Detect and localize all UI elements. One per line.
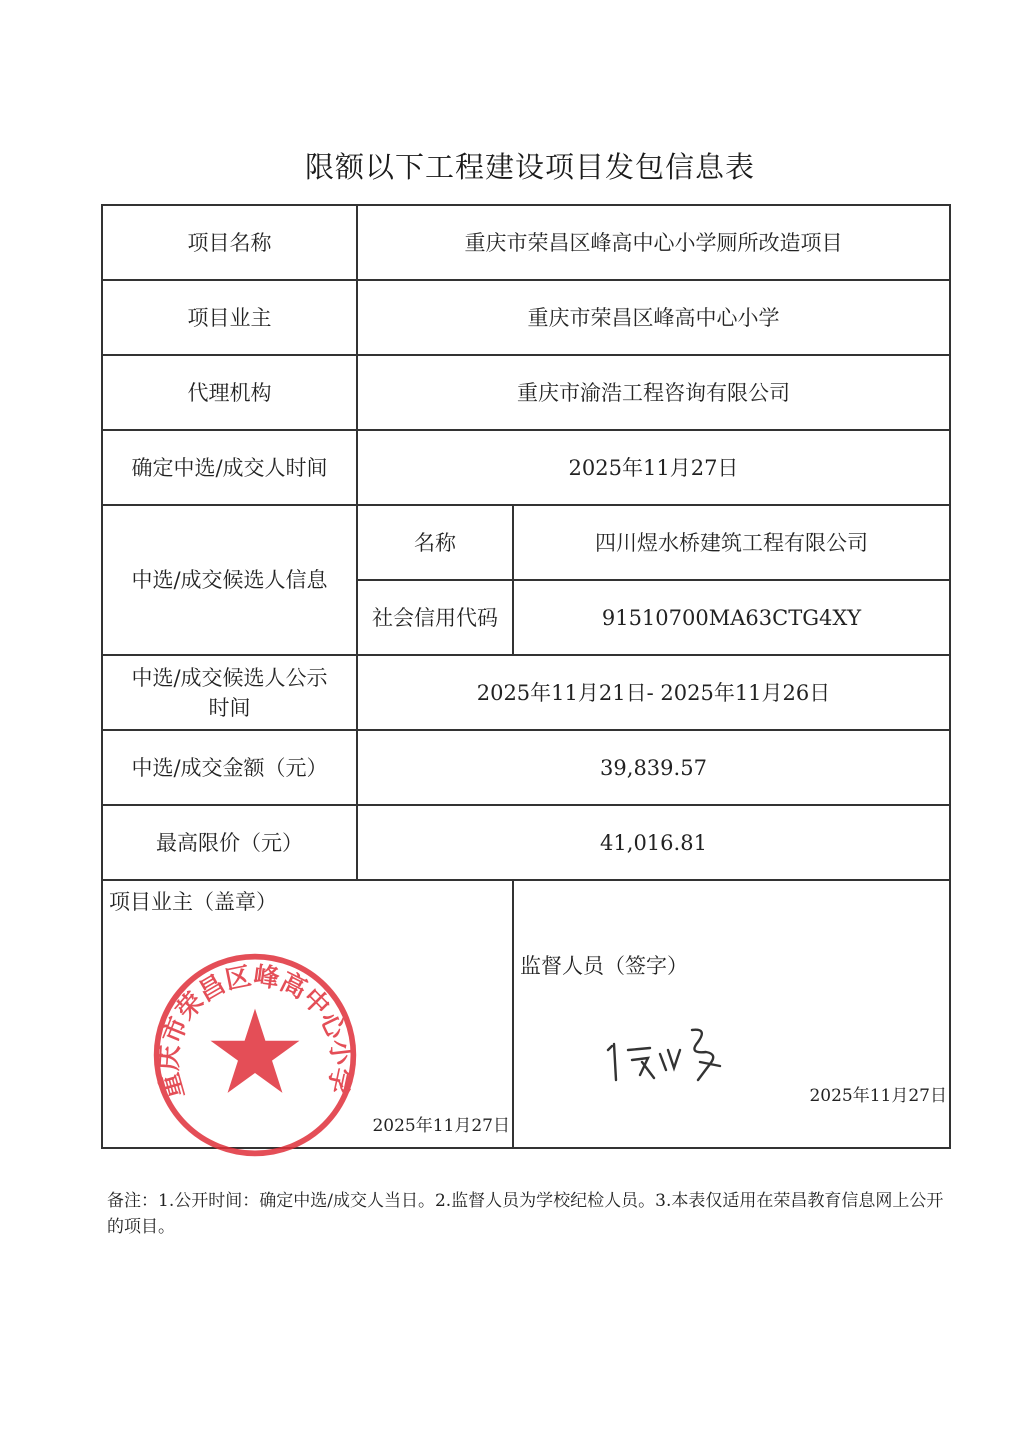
supervisor-cell	[513, 880, 950, 1148]
value: 2025年11月27日	[357, 430, 950, 505]
sub-label: 社会信用代码	[357, 580, 513, 655]
row-decision-time	[102, 430, 950, 505]
row-max-price	[102, 805, 950, 880]
supervisor-date: 2025年11月27日	[809, 1086, 947, 1106]
value: 91510700MA63CTG4XY	[513, 580, 950, 655]
value: 四川煜水桥建筑工程有限公司	[513, 505, 950, 580]
value: 41,016.81	[357, 805, 950, 880]
row-project-owner	[102, 280, 950, 355]
owner-seal-label: 项目业主（盖章）	[109, 890, 277, 914]
label: 中选/成交候选人信息	[102, 505, 357, 655]
label-line1: 中选/成交候选人公示	[131, 665, 328, 690]
label: 确定中选/成交人时间	[102, 430, 357, 505]
seal-text: 重庆市荣昌区峰高中心小学	[153, 961, 357, 1103]
footnote: 备注：1.公开时间：确定中选/成交人当日。2.监督人员为学校纪检人员。3.本表仅适用在荣昌教育信息网上公开的项目。	[107, 1191, 944, 1237]
value: 重庆市渝浩工程咨询有限公司	[357, 355, 950, 430]
supervisor-sign-label: 监督人员（签字）	[520, 954, 688, 978]
owner-date: 2025年11月27日	[372, 1116, 510, 1136]
label	[102, 655, 357, 730]
label-line2: 时间	[208, 695, 251, 720]
label: 最高限价（元）	[102, 805, 357, 880]
row-agency	[102, 355, 950, 430]
star-icon	[211, 1009, 300, 1093]
row-publicity-time	[102, 655, 950, 730]
official-seal	[150, 950, 360, 1160]
sub-label: 名称	[357, 505, 513, 580]
value: 2025年11月21日- 2025年11月26日	[357, 655, 950, 730]
supervisor-signature	[600, 1020, 740, 1090]
value: 重庆市荣昌区峰高中心小学	[357, 280, 950, 355]
row-amount	[102, 730, 950, 805]
row-candidate-name	[102, 505, 950, 580]
row-project-name	[102, 205, 950, 280]
label: 中选/成交金额（元）	[102, 730, 357, 805]
label: 项目名称	[102, 205, 357, 280]
label: 项目业主	[102, 280, 357, 355]
label: 代理机构	[102, 355, 357, 430]
page-title: 限额以下工程建设项目发包信息表	[304, 150, 755, 184]
value: 重庆市荣昌区峰高中心小学厕所改造项目	[357, 205, 950, 280]
value: 39,839.57	[357, 730, 950, 805]
